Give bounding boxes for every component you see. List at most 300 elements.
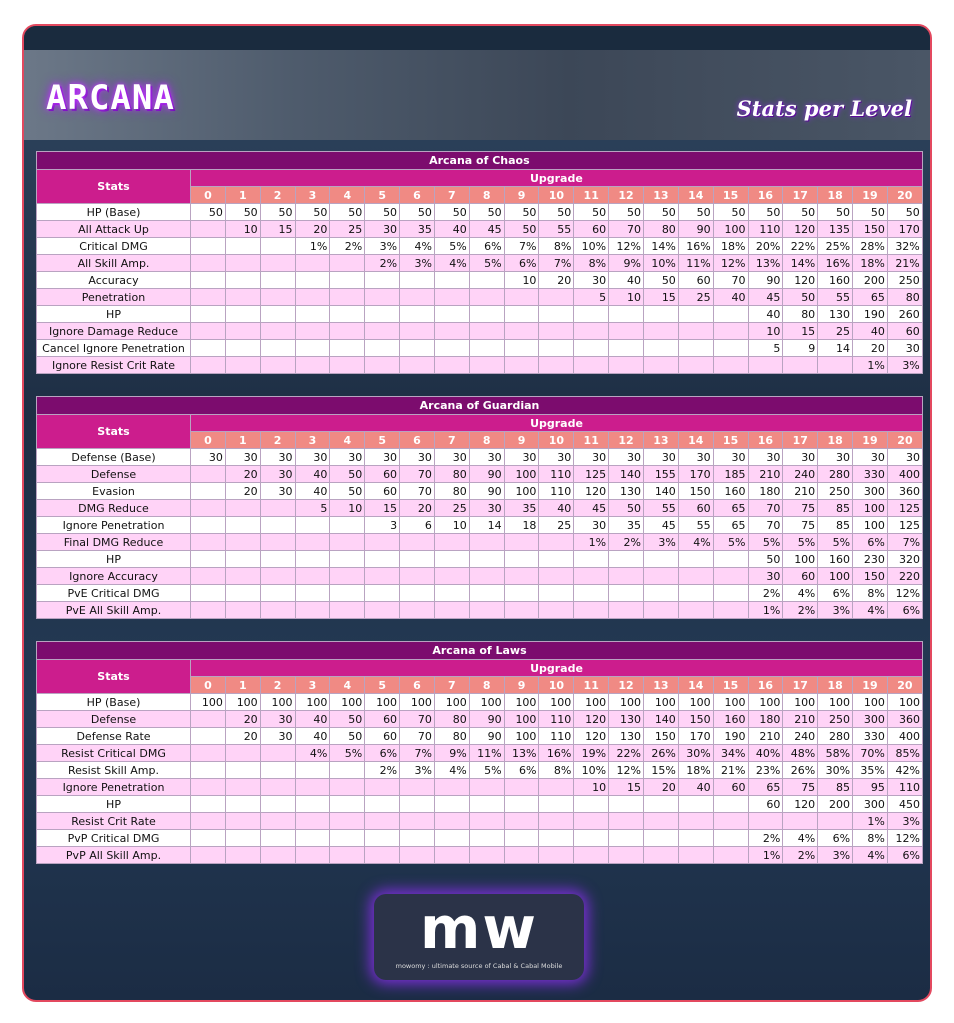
stat-value: 90 xyxy=(469,711,504,728)
stat-value xyxy=(365,813,400,830)
stat-value xyxy=(539,779,574,796)
stat-value xyxy=(574,551,609,568)
table-row xyxy=(37,517,923,534)
stat-value: 20 xyxy=(853,340,888,357)
stat-value: 15 xyxy=(260,221,295,238)
stat-value xyxy=(191,534,226,551)
stat-value: 30% xyxy=(678,745,713,762)
stat-value: 2% xyxy=(365,255,400,272)
stat-value: 120 xyxy=(574,711,609,728)
stat-value: 30 xyxy=(400,449,435,466)
stat-value xyxy=(400,551,435,568)
stat-value: 250 xyxy=(818,483,853,500)
upgrade-header: Upgrade xyxy=(191,660,923,677)
stat-value xyxy=(539,551,574,568)
stat-value: 1% xyxy=(853,813,888,830)
stat-value xyxy=(295,602,330,619)
stat-value: 20 xyxy=(225,728,260,745)
stat-name: Defense xyxy=(37,711,191,728)
stat-value xyxy=(330,272,365,289)
stat-value: 15 xyxy=(783,323,818,340)
stat-name: PvE Critical DMG xyxy=(37,585,191,602)
stat-value: 3 xyxy=(365,517,400,534)
stat-value xyxy=(713,813,748,830)
stat-value: 10 xyxy=(330,500,365,517)
stat-value: 25 xyxy=(330,221,365,238)
stat-value xyxy=(365,830,400,847)
stat-value: 40 xyxy=(295,711,330,728)
stat-value xyxy=(365,602,400,619)
stat-value: 50 xyxy=(330,466,365,483)
level-header: 9 xyxy=(504,187,539,204)
stat-value xyxy=(295,762,330,779)
level-header: 18 xyxy=(818,432,853,449)
stat-value: 55 xyxy=(643,500,678,517)
stat-value xyxy=(539,340,574,357)
stat-value xyxy=(330,830,365,847)
stat-value: 50 xyxy=(469,204,504,221)
stat-value: 30 xyxy=(609,449,644,466)
stat-value xyxy=(539,534,574,551)
stat-value: 50 xyxy=(643,272,678,289)
stat-value: 100 xyxy=(713,221,748,238)
level-header: 17 xyxy=(783,677,818,694)
stat-value: 75 xyxy=(783,779,818,796)
stat-value: 7% xyxy=(887,534,922,551)
stat-value: 150 xyxy=(853,221,888,238)
stat-value: 300 xyxy=(853,711,888,728)
stat-value: 400 xyxy=(887,466,922,483)
stat-value: 190 xyxy=(853,306,888,323)
stat-value: 60 xyxy=(678,272,713,289)
stat-value: 100 xyxy=(365,694,400,711)
stat-value: 9% xyxy=(434,745,469,762)
stat-value: 100 xyxy=(853,694,888,711)
level-header: 17 xyxy=(783,187,818,204)
stat-value xyxy=(713,357,748,374)
stat-name: HP (Base) xyxy=(37,694,191,711)
stat-value xyxy=(225,534,260,551)
stat-value xyxy=(191,585,226,602)
stat-value xyxy=(748,813,783,830)
stat-value: 6% xyxy=(365,745,400,762)
stat-value: 50 xyxy=(783,289,818,306)
stat-value xyxy=(225,830,260,847)
stat-value xyxy=(434,289,469,306)
stat-value xyxy=(713,340,748,357)
stat-value xyxy=(330,568,365,585)
stat-value xyxy=(191,466,226,483)
stat-value: 160 xyxy=(818,551,853,568)
table-arcana-of-chaos xyxy=(36,151,922,374)
stat-value: 2% xyxy=(330,238,365,255)
stat-value xyxy=(783,813,818,830)
stat-value xyxy=(400,847,435,864)
top-strip xyxy=(24,26,930,50)
stat-value xyxy=(678,585,713,602)
stat-value: 60 xyxy=(365,711,400,728)
stat-value: 100 xyxy=(643,694,678,711)
level-header: 6 xyxy=(400,432,435,449)
stat-value: 40 xyxy=(609,272,644,289)
stat-value: 30 xyxy=(748,568,783,585)
stat-value: 15 xyxy=(643,289,678,306)
stat-value: 4% xyxy=(434,255,469,272)
stat-value: 50 xyxy=(713,204,748,221)
stat-value: 170 xyxy=(678,466,713,483)
stat-value: 280 xyxy=(818,728,853,745)
stat-value xyxy=(225,306,260,323)
stat-value: 12% xyxy=(609,238,644,255)
stat-value: 30 xyxy=(191,449,226,466)
level-header: 15 xyxy=(713,677,748,694)
stat-value xyxy=(260,534,295,551)
stat-value: 150 xyxy=(678,711,713,728)
level-header: 19 xyxy=(853,432,888,449)
stat-value xyxy=(365,534,400,551)
stat-value: 10% xyxy=(574,762,609,779)
stat-value: 60 xyxy=(887,323,922,340)
stat-value: 90 xyxy=(748,272,783,289)
stat-value xyxy=(191,221,226,238)
stat-value xyxy=(609,323,644,340)
level-header: 4 xyxy=(330,432,365,449)
stat-value: 80 xyxy=(434,466,469,483)
stat-value: 100 xyxy=(400,694,435,711)
stat-value xyxy=(400,796,435,813)
stat-value: 50 xyxy=(609,500,644,517)
stat-value xyxy=(469,534,504,551)
stat-value: 10 xyxy=(504,272,539,289)
table-arcana-of-laws xyxy=(36,641,922,864)
stat-value xyxy=(643,357,678,374)
stat-value xyxy=(434,796,469,813)
stat-value: 90 xyxy=(469,728,504,745)
stat-value: 4% xyxy=(783,830,818,847)
stat-value: 5 xyxy=(295,500,330,517)
stat-value xyxy=(191,272,226,289)
stat-value xyxy=(609,306,644,323)
level-header: 13 xyxy=(643,677,678,694)
stat-value: 30 xyxy=(887,449,922,466)
stat-value: 400 xyxy=(887,728,922,745)
stat-value: 30 xyxy=(748,449,783,466)
stat-value xyxy=(365,551,400,568)
stat-value xyxy=(400,830,435,847)
stat-value xyxy=(818,357,853,374)
stat-value: 200 xyxy=(853,272,888,289)
stat-name: Defense Rate xyxy=(37,728,191,745)
stat-value: 50 xyxy=(434,204,469,221)
stat-value xyxy=(191,745,226,762)
stat-name: Defense (Base) xyxy=(37,449,191,466)
stat-value: 6% xyxy=(504,762,539,779)
level-header: 10 xyxy=(539,432,574,449)
stat-value: 100 xyxy=(191,694,226,711)
stat-value xyxy=(678,306,713,323)
stat-name: Evasion xyxy=(37,483,191,500)
stat-value: 1% xyxy=(748,847,783,864)
level-header: 12 xyxy=(609,187,644,204)
stat-value xyxy=(295,517,330,534)
stat-value: 40 xyxy=(678,779,713,796)
stat-value: 110 xyxy=(748,221,783,238)
stat-value xyxy=(400,602,435,619)
stat-value: 65 xyxy=(853,289,888,306)
stat-value: 12% xyxy=(887,585,922,602)
stat-value xyxy=(295,340,330,357)
table-row xyxy=(37,255,923,272)
stat-value xyxy=(434,306,469,323)
stat-value: 185 xyxy=(713,466,748,483)
stat-value: 25% xyxy=(818,238,853,255)
stat-value xyxy=(330,517,365,534)
stat-value xyxy=(609,847,644,864)
stat-value xyxy=(400,323,435,340)
stat-value: 60 xyxy=(365,466,400,483)
stat-value xyxy=(574,306,609,323)
stat-value: 360 xyxy=(887,711,922,728)
stat-value: 3% xyxy=(365,238,400,255)
stat-value: 10 xyxy=(609,289,644,306)
stat-value: 125 xyxy=(887,517,922,534)
stat-value: 3% xyxy=(400,255,435,272)
table-row xyxy=(37,466,923,483)
stat-value: 10 xyxy=(225,221,260,238)
stat-value xyxy=(295,551,330,568)
stat-name: Final DMG Reduce xyxy=(37,534,191,551)
level-header: 18 xyxy=(818,677,853,694)
level-header: 15 xyxy=(713,432,748,449)
level-header: 10 xyxy=(539,187,574,204)
stat-value: 6% xyxy=(853,534,888,551)
stat-value: 100 xyxy=(225,694,260,711)
stat-value: 5 xyxy=(748,340,783,357)
stat-value xyxy=(504,340,539,357)
stat-value: 55 xyxy=(678,517,713,534)
table-row xyxy=(37,745,923,762)
table-row xyxy=(37,340,923,357)
stat-value: 30 xyxy=(504,449,539,466)
stat-value xyxy=(574,585,609,602)
stat-value: 30% xyxy=(818,762,853,779)
stat-value: 30 xyxy=(713,449,748,466)
stat-name: HP xyxy=(37,551,191,568)
stat-value xyxy=(469,847,504,864)
stat-value: 22% xyxy=(783,238,818,255)
stat-value: 100 xyxy=(818,694,853,711)
stat-value xyxy=(191,830,226,847)
stat-value: 20% xyxy=(748,238,783,255)
stat-value xyxy=(678,323,713,340)
stat-value: 100 xyxy=(887,694,922,711)
table-row xyxy=(37,847,923,864)
stat-value: 2% xyxy=(783,602,818,619)
stat-value xyxy=(504,323,539,340)
stat-value: 100 xyxy=(469,694,504,711)
stat-value: 25 xyxy=(434,500,469,517)
stat-value: 110 xyxy=(539,466,574,483)
stat-value: 14 xyxy=(469,517,504,534)
level-header: 7 xyxy=(434,677,469,694)
stat-value: 25 xyxy=(539,517,574,534)
stat-value: 30 xyxy=(539,449,574,466)
stat-value xyxy=(191,357,226,374)
stat-value xyxy=(713,796,748,813)
stat-value: 30 xyxy=(365,221,400,238)
level-header: 1 xyxy=(225,187,260,204)
stat-name: All Skill Amp. xyxy=(37,255,191,272)
stat-value: 14 xyxy=(818,340,853,357)
stat-name: PvE All Skill Amp. xyxy=(37,602,191,619)
stat-value: 85 xyxy=(818,517,853,534)
stat-value xyxy=(260,340,295,357)
stat-value: 60 xyxy=(574,221,609,238)
stat-name: HP xyxy=(37,796,191,813)
level-header: 11 xyxy=(574,677,609,694)
stat-value: 13% xyxy=(504,745,539,762)
stat-value: 30 xyxy=(469,500,504,517)
level-header: 0 xyxy=(191,187,226,204)
stat-value xyxy=(225,568,260,585)
stat-value: 10% xyxy=(643,255,678,272)
stat-value xyxy=(295,323,330,340)
stats-table xyxy=(36,641,923,864)
stat-value: 70 xyxy=(748,500,783,517)
stat-name: Defense xyxy=(37,466,191,483)
stat-value: 26% xyxy=(643,745,678,762)
stat-value xyxy=(260,762,295,779)
stat-value: 40 xyxy=(748,306,783,323)
table-row xyxy=(37,306,923,323)
stat-value xyxy=(191,796,226,813)
stat-value: 100 xyxy=(574,694,609,711)
stat-value: 50 xyxy=(678,204,713,221)
stat-name: Ignore Accuracy xyxy=(37,568,191,585)
stat-value xyxy=(330,796,365,813)
table-row xyxy=(37,830,923,847)
stat-value: 120 xyxy=(783,272,818,289)
stat-value xyxy=(295,568,330,585)
stat-value xyxy=(574,602,609,619)
stat-value: 120 xyxy=(783,796,818,813)
stat-value xyxy=(225,762,260,779)
stat-value: 12% xyxy=(713,255,748,272)
stat-value: 85 xyxy=(818,500,853,517)
stat-value: 70% xyxy=(853,745,888,762)
stat-value xyxy=(469,779,504,796)
stat-value xyxy=(225,255,260,272)
stat-value: 100 xyxy=(783,694,818,711)
stat-value: 1% xyxy=(853,357,888,374)
stat-value: 100 xyxy=(713,694,748,711)
stat-value: 3% xyxy=(887,357,922,374)
stat-value xyxy=(609,813,644,830)
level-header: 12 xyxy=(609,677,644,694)
stat-value: 125 xyxy=(574,466,609,483)
stat-value: 150 xyxy=(853,568,888,585)
stat-value: 90 xyxy=(469,483,504,500)
level-header: 5 xyxy=(365,187,400,204)
stat-value: 70 xyxy=(400,483,435,500)
stat-value xyxy=(469,340,504,357)
stat-value: 30 xyxy=(295,449,330,466)
stat-value xyxy=(469,568,504,585)
stat-value: 30 xyxy=(434,449,469,466)
stat-name: Penetration xyxy=(37,289,191,306)
stat-value xyxy=(365,796,400,813)
stat-value xyxy=(539,568,574,585)
stat-value: 100 xyxy=(504,728,539,745)
stat-value: 2% xyxy=(748,830,783,847)
table-row xyxy=(37,357,923,374)
table-row xyxy=(37,551,923,568)
stat-value: 20 xyxy=(643,779,678,796)
table-row xyxy=(37,483,923,500)
stat-value: 12% xyxy=(887,830,922,847)
stat-value: 70 xyxy=(400,711,435,728)
stat-value: 30 xyxy=(260,466,295,483)
stat-value: 1% xyxy=(295,238,330,255)
stat-value xyxy=(295,796,330,813)
stat-value: 135 xyxy=(818,221,853,238)
table-row xyxy=(37,585,923,602)
stat-value xyxy=(643,813,678,830)
stat-value xyxy=(191,813,226,830)
stat-value: 13% xyxy=(748,255,783,272)
stat-value: 8% xyxy=(539,762,574,779)
stat-value xyxy=(434,323,469,340)
stat-value xyxy=(713,602,748,619)
stat-value: 4% xyxy=(783,585,818,602)
stat-value: 160 xyxy=(713,711,748,728)
stat-value: 3% xyxy=(818,847,853,864)
stat-value xyxy=(191,255,226,272)
level-header: 14 xyxy=(678,187,713,204)
stat-value: 30 xyxy=(365,449,400,466)
stat-value: 5% xyxy=(748,534,783,551)
stat-value: 320 xyxy=(887,551,922,568)
stat-value: 180 xyxy=(748,483,783,500)
stat-value xyxy=(191,517,226,534)
stat-value: 4% xyxy=(295,745,330,762)
stat-value: 150 xyxy=(643,728,678,745)
stat-value: 50 xyxy=(260,204,295,221)
stat-value: 4% xyxy=(853,602,888,619)
stat-value: 140 xyxy=(643,483,678,500)
stat-value xyxy=(574,847,609,864)
stat-value: 30 xyxy=(469,449,504,466)
stat-value xyxy=(225,745,260,762)
stat-value xyxy=(191,602,226,619)
stat-value: 100 xyxy=(748,694,783,711)
stat-value xyxy=(504,602,539,619)
stat-value: 42% xyxy=(887,762,922,779)
stat-value xyxy=(609,357,644,374)
stat-value: 11% xyxy=(678,255,713,272)
stat-value xyxy=(330,534,365,551)
stat-value xyxy=(748,357,783,374)
stat-value xyxy=(330,357,365,374)
stat-value xyxy=(260,238,295,255)
stat-value: 55 xyxy=(539,221,574,238)
stat-value: 20 xyxy=(225,466,260,483)
level-header: 0 xyxy=(191,677,226,694)
stat-value: 100 xyxy=(818,568,853,585)
stat-value xyxy=(330,306,365,323)
stat-value: 30 xyxy=(260,728,295,745)
stat-value xyxy=(330,847,365,864)
